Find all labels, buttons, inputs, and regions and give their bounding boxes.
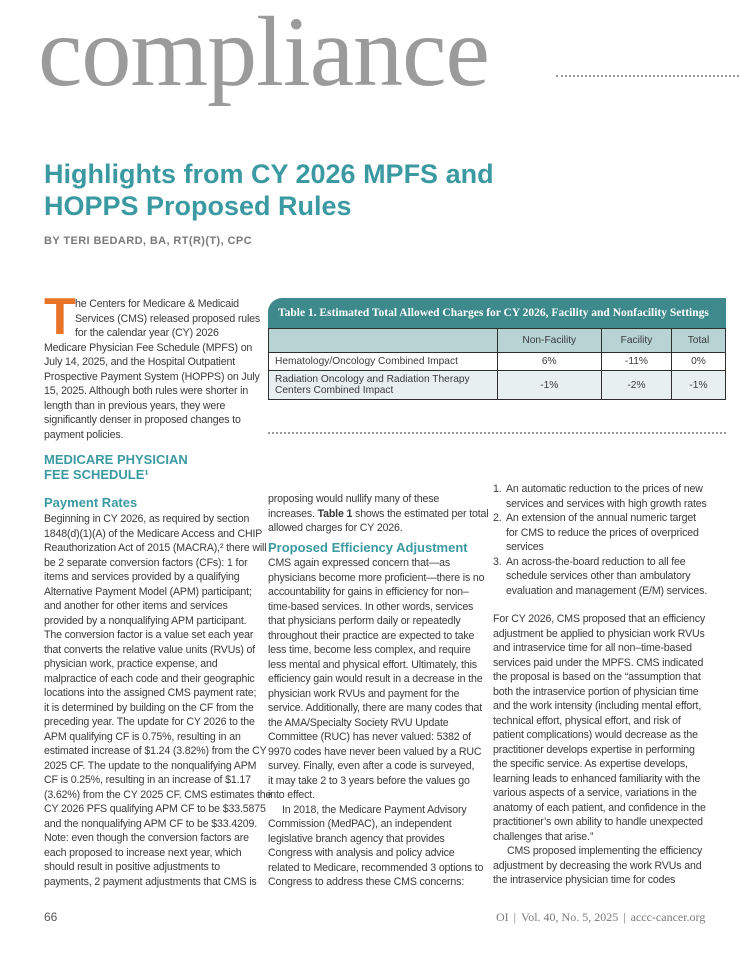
text-line: less mental and physical effort. Ultimately, this (268, 658, 477, 671)
text-line: into effect. (268, 789, 315, 801)
text-line: Congress to address these CMS concerns: (268, 876, 465, 888)
list-text: schedule services other than ambulatory (506, 570, 691, 582)
text-line: The conversion factor is a value set each year (44, 629, 254, 641)
text-line: length than in previous years, they were (44, 399, 226, 412)
text-line (493, 569, 733, 584)
text-line: be 2 separate conversion factors (CFs): 1 for (44, 556, 248, 569)
text-line: accountability for gains in efficiency for non– (268, 586, 469, 598)
issue-info: Vol. 40, No. 5, 2025 (521, 910, 619, 924)
table-row (269, 371, 726, 400)
text-line: items and services provided by a qualifying (44, 571, 240, 583)
options-list (493, 482, 733, 598)
total-value: -1% (671, 371, 725, 400)
footer-separator: | (513, 910, 517, 924)
list-item (493, 555, 733, 599)
text-line (493, 497, 733, 512)
facility-value: -11% (602, 353, 672, 371)
text-line (493, 555, 733, 570)
text-line: practitioner’s own ability to handle unexpected (493, 816, 703, 828)
facility-value: -2% (602, 371, 672, 400)
text-line: technical effort, physical effort, and risk of (493, 714, 681, 727)
page-number: 66 (44, 910, 58, 924)
text-line: CMS again expressed concern that—as (268, 557, 451, 569)
payment-rates-paragraph (44, 512, 272, 889)
text-line (493, 584, 733, 599)
text-line: Alternative Payment Model (APM) participant; (44, 585, 252, 598)
text-line: Services (CMS) released proposed rules (75, 312, 261, 325)
section-heading-line: MEDICARE PHYSICIAN (44, 452, 188, 467)
text-line: throughout their practice are expected to take (268, 629, 475, 642)
text-line: CF is 0.25%, resulting in an increase of $1.17 (44, 774, 251, 786)
list-text: for CMS to reduce the prices of overpriced (506, 526, 699, 539)
journal-name: OI (496, 910, 509, 924)
text-line: 15, 2025. Although both rules were shorter in (44, 385, 249, 397)
text-line: it may take 2 to 3 years before the values go (268, 774, 470, 787)
text-line: time-based services. In other words, services (268, 600, 474, 613)
row-label-line: Centers Combined Impact (275, 385, 394, 396)
text-line: Commission (MedPAC), an independent (268, 818, 452, 830)
text-line: that converts the relative value units (RVUs) of (44, 643, 256, 656)
text-line: CY 2026 PFS qualifying APM CF to be $33.5875 (44, 803, 266, 815)
text-line: and the nonqualifying APM CF to be $33.4209. (44, 817, 258, 830)
article-title: Highlights from CY 2026 MPFS and HOPPS Proposed Rules (44, 159, 494, 221)
efficiency-paragraph (268, 556, 483, 890)
text-line: less time, become less complex, and require (268, 644, 471, 656)
list-text: evaluation and management (E/M) services. (506, 584, 708, 597)
masthead: compliance (38, 0, 489, 107)
text-line: payment policies. (44, 428, 124, 441)
text-line (493, 540, 733, 555)
text-line: locations into the assigned CMS payment rate; (44, 687, 257, 699)
list-text: An extension of the annual numeric target (506, 512, 696, 524)
row-label: Hematology/Oncology Combined Impact (269, 353, 498, 371)
text-line: 9970 codes have never been valued by a RUC (268, 745, 482, 758)
text-line: preceding year. The update for CY 2026 to the (44, 716, 255, 728)
list-text: An across-the-board reduction to all fee (506, 555, 686, 568)
text-line: learning leads to enhanced familiarity with the (493, 772, 701, 785)
list-text: services and services with high growth rates (506, 497, 707, 510)
text-line: estimated increase of $1.24 (3.82%) from the CY (44, 745, 267, 757)
text-line: For CY 2026, CMS proposed that an efficiency (493, 613, 706, 625)
text-line: anatomy of each patient, and confidence in the (493, 801, 706, 814)
text-line: Prospective Payment System (HOPPS) on July (44, 370, 260, 383)
text-line: 2025 CF. The update to the nonqualifying APM (44, 759, 257, 772)
text-line: and the work intensity (including mental effort, (493, 700, 702, 712)
table-1-reference: Table 1 (317, 507, 353, 520)
text-line: physicians become more proficient—there is no (268, 571, 485, 584)
footer-separator: | (623, 910, 626, 924)
text-line: the proposal is based on the “assumption that (493, 671, 701, 683)
list-text: services (506, 541, 544, 553)
table-header-cell: Non-Facility (497, 329, 602, 353)
text-line: CMS proposed implementing the efficiency (507, 845, 703, 857)
text-line: practitioner develops expertise in performing (493, 743, 695, 756)
text-line (493, 511, 733, 526)
section-divider (268, 432, 726, 434)
table-caption: Table 1. Estimated Total Allowed Charges for CY 2026, Facility and Nonfacility Settings (268, 298, 726, 328)
payment-rates-heading: Payment Rates (44, 495, 138, 510)
text-line: physician work RVUs and payment for the (268, 687, 460, 700)
text-line: should result in positive adjustments to (44, 861, 220, 873)
text-line: the specific service. As expertise develops, (493, 758, 688, 770)
intro-paragraph (44, 297, 259, 442)
table-reference-paragraph (268, 492, 489, 536)
row-label (269, 371, 498, 400)
text-line: Note: even though the conversion factors are (44, 832, 249, 844)
text-line: allowed charges for CY 2026. (268, 522, 403, 534)
text-line: that physicians perform daily or repeatedly (268, 615, 461, 627)
text-line: service. Additionally, there are many codes that (268, 702, 483, 714)
drop-cap: T (44, 288, 76, 346)
website-link[interactable]: accc-cancer.org (630, 910, 706, 924)
table-header-cell (269, 329, 498, 353)
text-line: proposing would nullify many of these (268, 493, 440, 505)
section-heading-line: FEE SCHEDULE¹ (44, 467, 149, 482)
text-line: Reauthorization Act of 2015 (MACRA),² there will (44, 542, 267, 554)
table-header-cell: Total (671, 329, 725, 353)
text-segment: increases. (268, 507, 318, 520)
list-text: An automatic reduction to the prices of new (506, 483, 703, 495)
byline: BY TERI BEDARD, BA, RT(R)(T), CPC (44, 235, 252, 247)
text-line: survey. Finally, even after a code is surveyed, (268, 760, 475, 772)
text-line: 1848(d)(1)(A) of the Medicare Access and CHIP (44, 527, 263, 540)
text-line: efficiency gain would result in a decrease in the (268, 673, 483, 685)
text-line (268, 507, 489, 522)
masthead-divider (556, 75, 739, 77)
row-label-line: Radiation Oncology and Radiation Therapy (275, 374, 470, 385)
text-line: services paid under the MPFS. CMS indicated (493, 656, 704, 669)
text-line: challenges that arise.” (493, 830, 594, 843)
text-line: malpractice of each code and their geographic (44, 672, 255, 685)
table-header-row (269, 329, 726, 353)
list-number: 1. (493, 483, 502, 495)
text-line: each proposed to increase next year, which (44, 846, 242, 859)
text-line: adjustment be applied to physician work RVUs (493, 627, 705, 640)
text-line: Congress with analysis and policy advice (268, 847, 455, 859)
text-line: provided by a nonqualifying APM participant. (44, 614, 247, 627)
text-line: the intraservice physician time for codes (493, 874, 676, 886)
text-line: APM qualifying CF is 0.75%, resulting in an (44, 730, 241, 743)
cy2026-paragraph (493, 612, 733, 888)
text-line: the AMA/Specialty Society RVU Update (268, 716, 449, 729)
list-number: 2. (493, 512, 502, 524)
text-line: physician work, practice expense, and (44, 658, 218, 670)
non-facility-value: 6% (497, 353, 602, 371)
list-item (493, 511, 733, 555)
text-line: for the calendar year (CY) 2026 (75, 327, 219, 339)
text-line: adjustment by decreasing the work RVUs and (493, 859, 702, 872)
total-value: 0% (671, 353, 725, 371)
text-line: patient complications) would decrease as the (493, 729, 698, 741)
text-line (493, 482, 733, 497)
text-line: In 2018, the Medicare Payment Advisory (282, 803, 467, 816)
text-line: both the intraservice portion of physician time (493, 685, 699, 698)
section-heading-mpfs (44, 452, 188, 482)
text-line: various aspects of a service, variations in the (493, 787, 697, 799)
text-line (493, 526, 733, 541)
text-line: related to Medicare, recommended 3 options to (268, 861, 484, 874)
text-line: Committee (RUC) has never valued: 5382 of (268, 731, 471, 743)
table-header-cell: Facility (602, 329, 672, 353)
text-line: and another for other items and services (44, 600, 228, 612)
text-line: it is determined by building on the CF from the (44, 701, 254, 714)
list-item (493, 482, 733, 511)
text-line: he Centers for Medicare & Medicaid (75, 298, 239, 310)
text-line: significantly denser in proposed changes to (44, 414, 241, 426)
text-line: (3.62%) from the CY 2025 CF. CMS estimates the (44, 788, 272, 801)
text-line: payments, 2 payment adjustments that CMS is (44, 875, 257, 888)
text-line: and intraservice time for all non–time-based (493, 642, 692, 654)
text-line: Medicare Physician Fee Schedule (MPFS) on (44, 341, 253, 354)
text-line: legislative branch agency that provides (268, 832, 445, 845)
table-1 (268, 298, 726, 400)
text-segment: shows the estimated per total (352, 507, 489, 520)
efficiency-heading: Proposed Efficiency Adjustment (268, 540, 468, 555)
table-row (269, 353, 726, 371)
text-line: Beginning in CY 2026, as required by section (44, 513, 250, 525)
text-line: July 14, 2025, and the Hospital Outpatient (44, 356, 235, 368)
footer-journal-info (496, 910, 705, 925)
list-number: 3. (493, 555, 502, 568)
non-facility-value: -1% (497, 371, 602, 400)
